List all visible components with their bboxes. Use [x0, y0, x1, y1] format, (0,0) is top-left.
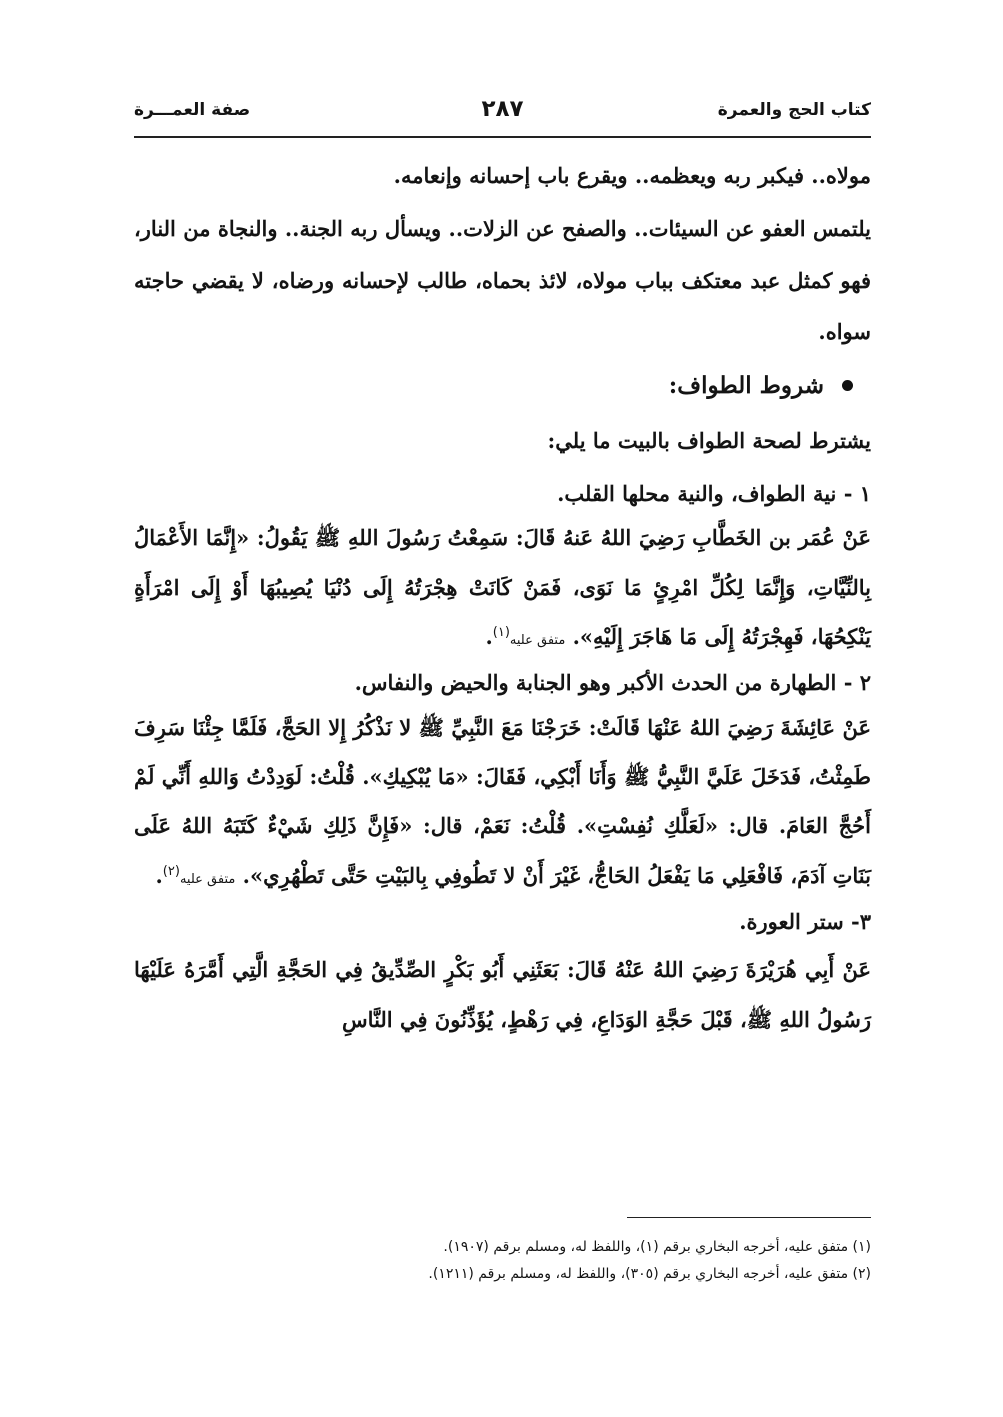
condition-1-title: ١ - نية الطواف، والنية محلها القلب. — [557, 480, 871, 506]
hadith-1-text: عَنْ عُمَر بن الخَطَّابِ رَضِيَ اللهُ عَنهُ قَالَ: سَمِعْتُ رَسُولَ اللهِ ﷺ يَقُولُ: «إِنَّمَا الأَعْمَالُ بِالنِّيَّاتِ، وَإِنَّمَا لِكُلِّ امْرِئٍ مَا نَوَى، فَمَنْ كَانَتْ هِجْرَتُهُ إِلَى دُنْيَا يُصِيبُهَا أَوْ إِلَى امْرَأَةٍ يَنْكِحُهَا، فَهِجْرَتُهُ إِلَى مَا هَاجَرَ إِلَيْهِ». — [134, 525, 871, 649]
hadith-2-reference: متفق عليه — [179, 871, 236, 887]
paragraph-intro: مولاه.. فيكبر ربه ويعظمه.. ويقرع باب إحسانه وإنعامه. — [393, 163, 871, 188]
running-header — [134, 96, 871, 138]
page-body — [134, 162, 871, 1044]
condition-3-title: ٣- ستر العورة. — [739, 908, 871, 934]
hadith-2-text: عَنْ عَائِشَةَ رَضِيَ اللهُ عَنْهَا قَالَتْ: خَرَجْنَا مَعَ النَّبِيِّ ﷺ لا نَذْكُرُ إِلا الحَجَّ، فَلَمَّا جِئْنَا سَرِفَ طَمِثْتُ، فَدَخَلَ عَلَيَّ النَّبِيُّ ﷺ وَأَنَا أَبْكِي، فَقَالَ: «مَا يُبْكِيكِ». قُلْتُ: لَوَدِدْتُ وَاللهِ أَنِّي لَمْ أَحُجَّ العَامَ. قال: «لَعَلَّكِ نُفِسْتِ». قُلْتُ: نَعَمْ، قال: «فَإِنَّ ذَلِكِ شَيْءٌ كَتَبَهُ اللهُ عَلَى بَنَاتِ آدَمَ، فَافْعَلِي مَا يَفْعَلُ الحَاجُّ، غَيْرَ أَنْ لا تَطُوفِي بِالبَيْتِ حَتَّى تَطْهُرِي». — [134, 714, 871, 888]
condition-2-title: ٢ - الطهارة من الحدث الأكبر وهو الجنابة والحيض والنفاس. — [354, 670, 871, 696]
section-title: صفة العمـــرة — [134, 100, 251, 120]
condition-2-hadith: عَنْ عَائِشَةَ رَضِيَ اللهُ عَنْهَا قَالَتْ: خَرَجْنَا مَعَ النَّبِيِّ ﷺ لا نَذْكُرُ إِلا الحَجَّ، فَلَمَّا جِئْنَا سَرِفَ طَمِثْتُ، فَدَخَلَ عَلَيَّ النَّبِيُّ ﷺ وَأَنَا أَبْكِي، فَقَالَ: «مَا يُبْكِيكِ». قُلْتُ: لَوَدِدْتُ وَاللهِ أَنِّي لَمْ أَحُجَّ العَامَ. قال: «لَعَلَّكِ نُفِسْتِ». قُلْتُ: نَعَمْ، قال: «فَإِنَّ ذَلِكِ شَيْءٌ كَتَبَهُ اللهُ عَلَى بَنَاتِ آدَمَ، فَافْعَلِي مَا يَفْعَلُ الحَاجُّ، غَيْرَ أَنْ لا تَطُوفِي بِالبَيْتِ حَتَّى تَطْهُرِي». متفق عليه$^{(٢)}$. — [134, 714, 871, 888]
footnote-divider — [627, 1217, 871, 1218]
section-heading-text: شروط الطواف: — [668, 371, 824, 399]
page-number: ٢٨٧ — [481, 96, 524, 122]
footnotes — [134, 1234, 871, 1289]
footnote-1: (١) متفق عليه، أخرجه البخاري برقم (١)، واللفظ له، ومسلم برقم (١٩٠٧). — [443, 1239, 871, 1255]
conditions-intro: يشترط لصحة الطواف بالبيت ما يلي: — [547, 427, 871, 453]
footnote-mark-2[interactable]: (٢) — [162, 863, 180, 879]
book-title: كتاب الحج والعمرة — [717, 100, 871, 120]
condition-1-hadith: عَنْ عُمَر بن الخَطَّابِ رَضِيَ اللهُ عَنهُ قَالَ: سَمِعْتُ رَسُولَ اللهِ ﷺ يَقُولُ: «إِنَّمَا الأَعْمَالُ بِالنِّيَّاتِ، وَإِنَّمَا لِكُلِّ امْرِئٍ مَا نَوَى، فَمَنْ كَانَتْ هِجْرَتُهُ إِلَى دُنْيَا يُصِيبُهَا أَوْ إِلَى امْرَأَةٍ يَنْكِحُهَا، فَهِجْرَتُهُ إِلَى مَا هَاجَرَ إِلَيْهِ». متفق عليه$^{(١)}$. — [134, 525, 871, 649]
condition-3-hadith: عَنْ أَبِي هُرَيْرَةَ رَضِيَ اللهُ عَنْهُ قَالَ: بَعَثَنِي أَبُو بَكْرٍ الصِّدِّيقُ فِي الحَجَّةِ الَّتِي أَمَّرَهُ عَلَيْهَا رَسُولُ اللهِ ﷺ، قَبْلَ حَجَّةِ الوَدَاعِ، فِي رَهْطٍ، يُؤَذِّنُونَ فِي النَّاسِ — [134, 957, 871, 1032]
paragraph-seeking-pardon: يلتمس العفو عن السيئات.. والصفح عن الزلات.. ويسأل ربه الجنة.. والنجاة من النار، فهو كمثل عبد معتكف بباب مولاه، لائذ بحماه، طالب لإحسانه ورضاه، لا يقضي حاجته سواه. — [134, 216, 871, 345]
footnote-mark-1[interactable]: (١) — [492, 624, 510, 640]
footnote-2: (٢) متفق عليه، أخرجه البخاري برقم (٣٠٥)، واللفظ له، ومسلم برقم (١٢١١). — [428, 1266, 871, 1283]
section-heading — [134, 372, 871, 399]
hadith-1-reference: متفق عليه — [509, 632, 566, 648]
bullet-icon — [842, 380, 853, 391]
